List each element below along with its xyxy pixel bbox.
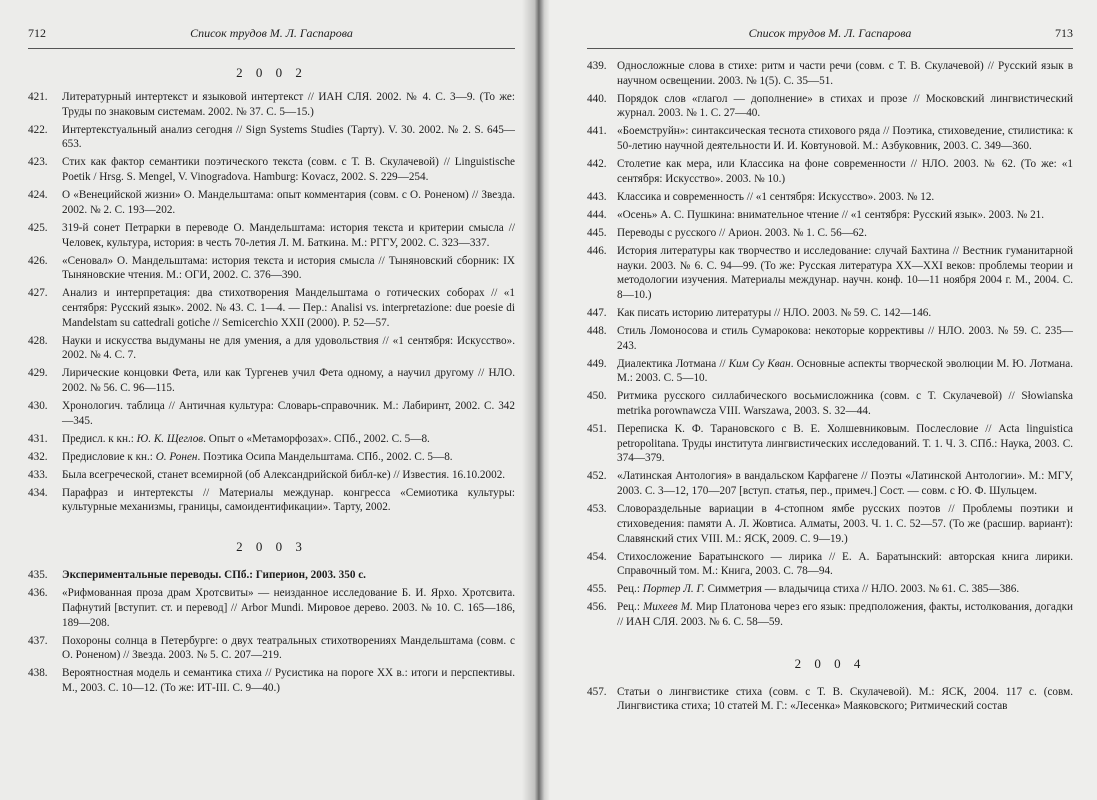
entry-number: 439. (587, 60, 607, 72)
entry-number: 451. (587, 423, 607, 436)
entry-number: 453. (587, 503, 607, 516)
entry-author: Ю. К. Щеглов (136, 432, 204, 445)
entry-number: 430. (28, 400, 48, 413)
entry-text: Рец.: (617, 601, 643, 614)
page-number: 713 (1055, 26, 1073, 40)
bibliography-entry (587, 244, 1073, 303)
entry-number: 431. (28, 432, 48, 445)
entry-text: «Осень» А. С. Пушкина: внимательное чтение // «1 сентября: Русский язык». 2003. № 21. (617, 208, 1045, 221)
entry-number: 434. (28, 486, 48, 499)
entry-list-2003-cont (587, 59, 1073, 630)
entry-text: Симметрия — владычица стиха // НЛО. 2003. № 61. С. 385—386. (704, 583, 1020, 596)
bibliography-entry (587, 92, 1073, 121)
entry-number: 442. (587, 158, 607, 171)
entry-number: 433. (28, 468, 48, 481)
bibliography-entry (587, 208, 1073, 223)
entry-number: 443. (587, 190, 607, 203)
entry-text: Столетие как мера, или Классика на фоне современности // НЛО. 2003. № 62. (То же: «1 сентября: Искусство». 2003. № 10.) (617, 158, 1073, 185)
bibliography-entry (28, 90, 515, 119)
right-page (537, 0, 1097, 800)
entry-number: 436. (28, 587, 48, 600)
entry-author: Портер Л. Г. (642, 583, 705, 596)
entry-text: Переводы с русского // Арион. 2003. № 1. С. 56—62. (617, 226, 867, 239)
entry-text: Ритмика русского силлабического восьмисложника (совм. с Т. Скулачевой) // Słowianska metrika porownawcza VIII. Warszawa, 2003. S. 32—44. (617, 390, 1073, 418)
entry-text: История литературы как творчество и исследование: случай Бахтина // Вестник гуманитарной науки. 2003. № 6. С. 94—99. (То же: Русская литература XX—XXI веков: проблемы теории и методологии изучения. Материалы междунар. научн. конф. 10—11 ноября 2004 г. М., 2004. С. 8—10.) (617, 244, 1073, 301)
entry-text: «Рифмованная проза драм Хротсвиты» — неизданное исследование Б. И. Ярхо. Хротсвита. Пафнутий [вступит. ст. и перевод] // Arbor Mundi. Мировое дерево. 2003. № 10. С. 165—186, 189—208. (62, 587, 515, 629)
bibliography-entry (587, 59, 1073, 88)
bibliography-entry (28, 286, 515, 330)
entry-number: 440. (587, 92, 607, 105)
bibliography-entry (28, 586, 515, 630)
entry-list-2003 (28, 568, 515, 696)
bibliography-entry (28, 432, 515, 447)
entry-text: Анализ и интерпретация: два стихотворения Мандельштама о готических соборах // «1 сентября: Русский язык». 2002. № 43. С. 1—4. — Пер.: Analisi vs. interpretazione: due poesie di Mandelstam su cattedrali gotiche // Semicerchio XXII (2000). P. 52—57. (62, 287, 515, 329)
entry-text: Литературный интертекст и языковой интертекст // ИАН СЛЯ. 2002. № 4. С. 3—9. (То же: Труды по знаковым системам. 2002. № 37. С. 5—15.) (62, 91, 515, 118)
entry-text: Предисл. к кн.: (62, 432, 137, 445)
bibliography-entry (28, 254, 515, 283)
entry-author: Михеев М. (642, 601, 693, 614)
page-number: 712 (28, 26, 46, 40)
bibliography-entry (28, 334, 515, 363)
right-page-header (587, 26, 1073, 44)
entry-number: 422. (28, 123, 48, 136)
entry-number: 427. (28, 287, 48, 300)
entry-text: . Поэтика Осипа Мандельштама. СПб., 2002. С. 5—8. (197, 450, 453, 463)
bibliography-entry (587, 502, 1073, 546)
entry-text: Рец.: (617, 583, 643, 596)
entry-text: Вероятностная модель и семантика стиха // Русистика на пороге XX в.: итоги и перспективы. М., 2003. С. 10—12. (То же: ИТ-III. С. 9—40.) (62, 667, 515, 694)
entry-number: 457. (587, 685, 607, 698)
bibliography-entry (28, 123, 515, 152)
entry-number: 441. (587, 125, 607, 138)
entry-number: 454. (587, 550, 607, 563)
left-page-header (28, 26, 515, 44)
bibliography-entry (587, 389, 1073, 418)
bibliography-entry (28, 634, 515, 663)
entry-number: 421. (28, 91, 48, 103)
bibliography-entry (587, 550, 1073, 579)
entry-number: 437. (28, 634, 48, 647)
entry-number: 435. (28, 569, 48, 582)
year-heading-2004: 2 0 0 4 (794, 655, 866, 671)
entry-text: Экспериментальные переводы. СПб.: Гиперион, 2003. 350 с. (62, 569, 366, 582)
entry-number: 449. (587, 357, 607, 370)
bibliography-entry (28, 221, 515, 250)
entry-number: 423. (28, 156, 48, 169)
bibliography-entry (587, 582, 1073, 597)
bibliography-entry (587, 469, 1073, 498)
bibliography-entry (28, 188, 515, 217)
entry-number: 448. (587, 324, 607, 337)
entry-text: Как писать историю литературы // НЛО. 2003. № 59. С. 142—146. (617, 306, 932, 319)
bibliography-entry (587, 157, 1073, 186)
entry-text: Порядок слов «глагол — дополнение» в стихах и прозе // Московский лингвистический журнал. 2003. № 1. С. 27—40. (617, 92, 1073, 120)
entry-text: . Опыт о «Метаморфозах». СПб., 2002. С. 5—8. (203, 432, 430, 445)
entry-text: Интертекстуальный анализ сегодня // Sign Systems Studies (Тарту). V. 30. 2002. № 2. S. 645—653. (62, 123, 515, 151)
entry-text: Похороны солнца в Петербурге: о двух театральных стихотворениях Мандельштама (совм. с О. Роненом) // Звезда. 2003. № 5. С. 207—219. (62, 634, 515, 662)
entry-number: 429. (28, 367, 48, 380)
entry-author: О. Ронен (155, 450, 198, 463)
bibliography-entry (587, 226, 1073, 241)
entry-text: «Боемструйн»: синтаксическая теснота стихового ряда // Поэтика, стиховедение, стилистика: к 50-летию научной деятельности И. И. Ковтуновой. М.: Азбуковник, 2003. С. 349—360. (617, 125, 1073, 153)
entry-text: Словораздельные вариации в 4-стопном ямбе русских поэтов // Проблемы поэтики и стиховедения: памяти А. Л. Жовтиса. Алматы, 2003. Ч. 1. С. 52—57. (То же (расшир. вариант): Славянский стих VIII. М.: ЯСК, 2009. С. 9—19.) (617, 503, 1073, 545)
entry-text: «Сеновал» О. Мандельштама: история текста и история смысла // Тыняновский сборник: IX Тыняновские чтения. М.: ОГИ, 2002. С. 376—390. (62, 254, 515, 282)
left-page (0, 0, 537, 800)
bibliography-entry (28, 450, 515, 465)
entry-text: Предисловие к кн.: (62, 450, 156, 463)
entry-text: Стих как фактор семантики поэтического текста (совм. с Т. В. Скулачевой) // Linguistische Poetik / Hrsg. S. Mengel, V. Vinogradova. Hamburg: Kovacz, 2002. S. 229—254. (62, 156, 515, 184)
entry-text: «Латинская Антология» в вандальском Карфагене // Поэты «Латинской Антологии». М.: МГУ, 2003. С. 3—12, 170—207 [вступ. статья, пер., примеч.] Сост. — совм. с Ю. Ф. Шульцем. (617, 470, 1073, 498)
entry-text: Хронологич. таблица // Античная культура: Словарь-справочник. М.: Лабиринт, 2002. С. 342—345. (62, 400, 515, 427)
bibliography-entry (587, 124, 1073, 153)
entry-number: 452. (587, 470, 607, 483)
entry-text: Мир Платонова через его язык: предположения, факты, истолкования, догадки // ИАН СЛЯ. 2003. № 6. С. 58—59. (617, 601, 1073, 628)
entry-text: Парафраз и интертексты // Материалы междунар. конгресса «Семиотика культуры: культурные механизмы, границы, самоидентификации». Тарту, 2002. (62, 486, 515, 514)
entry-number: 426. (28, 254, 48, 267)
entry-text: О «Венецийской жизни» О. Мандельштама: опыт комментария (совм. с О. Роненом) // Звезда. 2002. № 2. С. 193—202. (62, 189, 515, 216)
entry-number: 428. (28, 334, 48, 347)
entry-number: 438. (28, 667, 48, 680)
entry-text: Стиль Ломоносова и стиль Сумарокова: некоторые коррективы // НЛО. 2003. № 59. С. 235—243. (617, 324, 1073, 352)
entry-text: Лирические концовки Фета, или как Тургенев учил Фета одному, а научил другому // НЛО. 2002. № 56. С. 96—115. (62, 367, 515, 395)
entry-text: Диалектика Лотмана // (617, 357, 729, 370)
entry-list-2002 (28, 90, 515, 515)
entry-text: Науки и искусства выдуманы не для умения, а для удовольствия // «1 сентября: Искусство». 2002. № 4. С. 7. (62, 334, 515, 362)
entry-text: Переписка К. Ф. Тарановского с В. Е. Холшевниковым. Послесловие // Acta linguistica petropolitana. Труды института лингвистических исследований. Т. 1. Ч. 3. СПб.: Наука, 2003. С. 374—379. (617, 423, 1073, 465)
bibliography-entry (28, 468, 515, 483)
year-heading-2002: 2 0 0 2 (236, 65, 307, 80)
header-rule (587, 48, 1073, 49)
entry-number: 446. (587, 244, 607, 257)
entry-text: Односложные слова в стихе: ритм и части речи (совм. с Т. В. Скулачевой) // Русский язык в научном освещении. 2003. № 1(5). С. 35—51. (617, 60, 1073, 87)
bibliography-entry (587, 600, 1073, 629)
entry-text: Была всегреческой, станет всемирной (об Александрийской библ-ке) // Известия. 16.10.2002. (62, 468, 506, 481)
entry-number: 425. (28, 221, 48, 234)
bibliography-entry (28, 486, 515, 515)
entry-number: 444. (587, 208, 607, 221)
entry-text: 319-й сонет Петрарки в переводе О. Мандельштама: история текста и критерии смысла // Человек, культура, история: в честь 70-летия Л. М. Баткина. М.: РГГУ, 2002. С. 323—337. (62, 221, 515, 249)
entry-text: Статьи о лингвистике стиха (совм. с Т. В. Скулачевой). М.: ЯСК, 2004. 117 с. (совм. Лингвистика стиха; 10 статей М. Г.: «Лесенка» Маяковского; Ритмический состав (617, 685, 1073, 713)
bibliography-entry (28, 666, 515, 695)
entry-text: . Основные аспекты творческой эволюции М. Ю. Лотмана. М.: 2003. С. 5—10. (617, 357, 1073, 385)
entry-text: Стихосложение Баратынского — лирика // Е. А. Баратынский: авторская книга лирики. Справочный том. М.: Книга, 2003. С. 78—94. (617, 550, 1073, 578)
header-rule (28, 48, 515, 49)
entry-number: 445. (587, 226, 607, 239)
bibliography-entry (28, 155, 515, 184)
bibliography-entry (28, 568, 515, 583)
bibliography-entry (587, 324, 1073, 353)
year-heading-2003: 2 0 0 3 (236, 539, 307, 555)
running-title: Список трудов М. Л. Гаспарова (748, 26, 912, 40)
entry-number: 456. (587, 601, 607, 614)
entry-author: Ким Су Кван (728, 357, 791, 370)
bibliography-entry (587, 306, 1073, 321)
entry-text: Классика и современность // «1 сентября: Искусство». 2003. № 12. (617, 190, 935, 203)
entry-number: 455. (587, 583, 607, 596)
entry-number: 432. (28, 450, 48, 463)
bibliography-entry (28, 399, 515, 428)
running-title: Список трудов М. Л. Гаспарова (190, 26, 353, 40)
entry-number: 447. (587, 306, 607, 319)
entry-number: 424. (28, 189, 48, 202)
bibliography-entry (587, 685, 1073, 714)
entry-number: 450. (587, 390, 607, 403)
bibliography-entry (587, 422, 1073, 466)
bibliography-entry (587, 357, 1073, 386)
bibliography-entry (587, 190, 1073, 205)
entry-list-2004 (587, 685, 1073, 714)
bibliography-entry (28, 366, 515, 395)
